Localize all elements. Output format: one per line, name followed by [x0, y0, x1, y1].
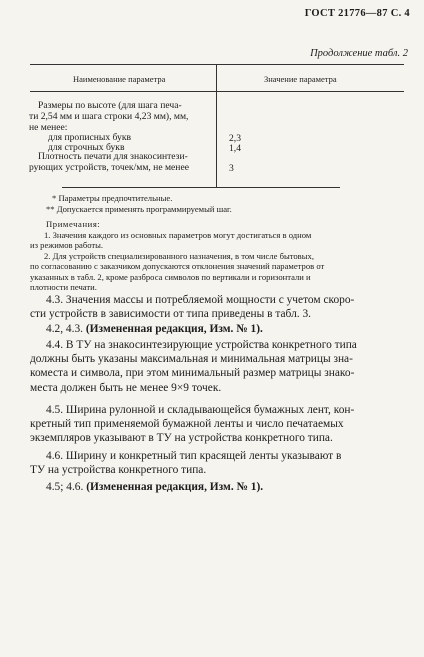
edit-note-4-2-4-3: [46, 322, 263, 336]
note-line: 1. Значения каждого из основных параметров могут достигаться в одном: [44, 230, 312, 240]
note-line: плотности печати.: [30, 282, 97, 293]
note-line: указанных в табл. 2, кроме разброса символов по вертикали и горизонтали и: [30, 271, 311, 282]
table-top-rule: [30, 64, 404, 65]
footnote-programmable: ** Допускается применять программируемый шаг.: [46, 204, 232, 214]
paragraph-line: ТУ на устройства конкретного типа.: [30, 464, 207, 477]
table-cell-line: Плотность печати для знакосинтези-: [38, 151, 188, 162]
note-line: из режимов работы.: [30, 240, 104, 251]
notes-title: Примечания:: [46, 219, 101, 229]
paragraph-line: коместа и символа, при этом минимальный размер матрицы знако-: [30, 367, 355, 380]
table-cell-line: Размеры по высоте (для шага печа-: [38, 100, 182, 111]
note-2: [30, 251, 402, 293]
paragraph-line: 4.3. Значения массы и потребляемой мощности с учетом скоро-: [46, 294, 355, 306]
column-header-value: Значение параметра: [264, 74, 337, 84]
paragraph-line: 4.4. В ТУ на знакосинтезирующие устройства конкретного типа: [46, 339, 357, 351]
table-value-density: 3: [229, 163, 234, 174]
paragraph-4-3: [30, 293, 410, 321]
page-header: ГОСТ 21776—87 С. 4: [304, 8, 410, 19]
clause-numbers: 4.2, 4.3.: [46, 323, 84, 335]
table-value-lowercase: 1,4: [229, 143, 241, 154]
table-row-height-label: [29, 100, 189, 133]
note-line: 2. Для устройств специализированного назначения, в том числе бытовых,: [44, 251, 314, 261]
edit-note-4-5-4-6: [46, 480, 263, 494]
paragraph-line: 4.5. Ширина рулонной и складывающейся бумажных лент, кон-: [46, 404, 355, 416]
paragraph-line: сти устройств в зависимости от типа приведены в табл. 3.: [30, 308, 311, 321]
edit-mark: (Измененная редакция, Изм. № 1).: [85, 323, 263, 335]
table-continuation-label: Продолжение табл. 2: [310, 48, 408, 59]
paragraph-line: места должен быть не менее 9×9 точек.: [30, 381, 222, 394]
note-line: по согласованию с заказчиком допускаются отклонения значений параметров от: [30, 261, 325, 272]
table-column-divider: [216, 64, 217, 187]
table-row-uppercase: для прописных букв: [48, 132, 132, 143]
footnote-preferred: * Параметры предпочтительные.: [52, 193, 173, 203]
edit-mark: (Измененная редакция, Изм. № 1).: [86, 481, 264, 493]
table-cell-line: не менее:: [29, 121, 68, 133]
table-row-density: [29, 151, 189, 174]
table-bottom-rule: [62, 187, 340, 188]
paragraph-4-5: [30, 403, 410, 446]
paragraph-line: экземпляров указывают в ТУ на устройства конкретного типа.: [30, 432, 333, 445]
paragraph-line: должны быть указаны максимальная и минимальная матрицы зна-: [30, 353, 353, 366]
table-cell-line: ти 2,54 мм и шага строки 4,23 мм), мм,: [29, 110, 189, 122]
clause-numbers: 4.5; 4.6.: [46, 481, 84, 493]
column-header-parameter: Наименование параметра: [73, 74, 166, 84]
paragraph-4-4: [30, 338, 410, 395]
table-cell-line: рующих устройств, точек/мм, не менее: [29, 161, 189, 173]
paragraph-line: 4.6. Ширину и конкретный тип красящей ленты указывают в: [46, 450, 342, 462]
paragraph-line: кретный тип применяемой бумажной ленты и число печатаемых: [30, 418, 344, 431]
table-row-lowercase: для строчных букв: [48, 142, 125, 153]
table-header-rule: [30, 91, 404, 92]
paragraph-4-6: [30, 449, 410, 477]
note-1: [30, 230, 402, 251]
table-value-uppercase: 2,3: [229, 133, 241, 144]
